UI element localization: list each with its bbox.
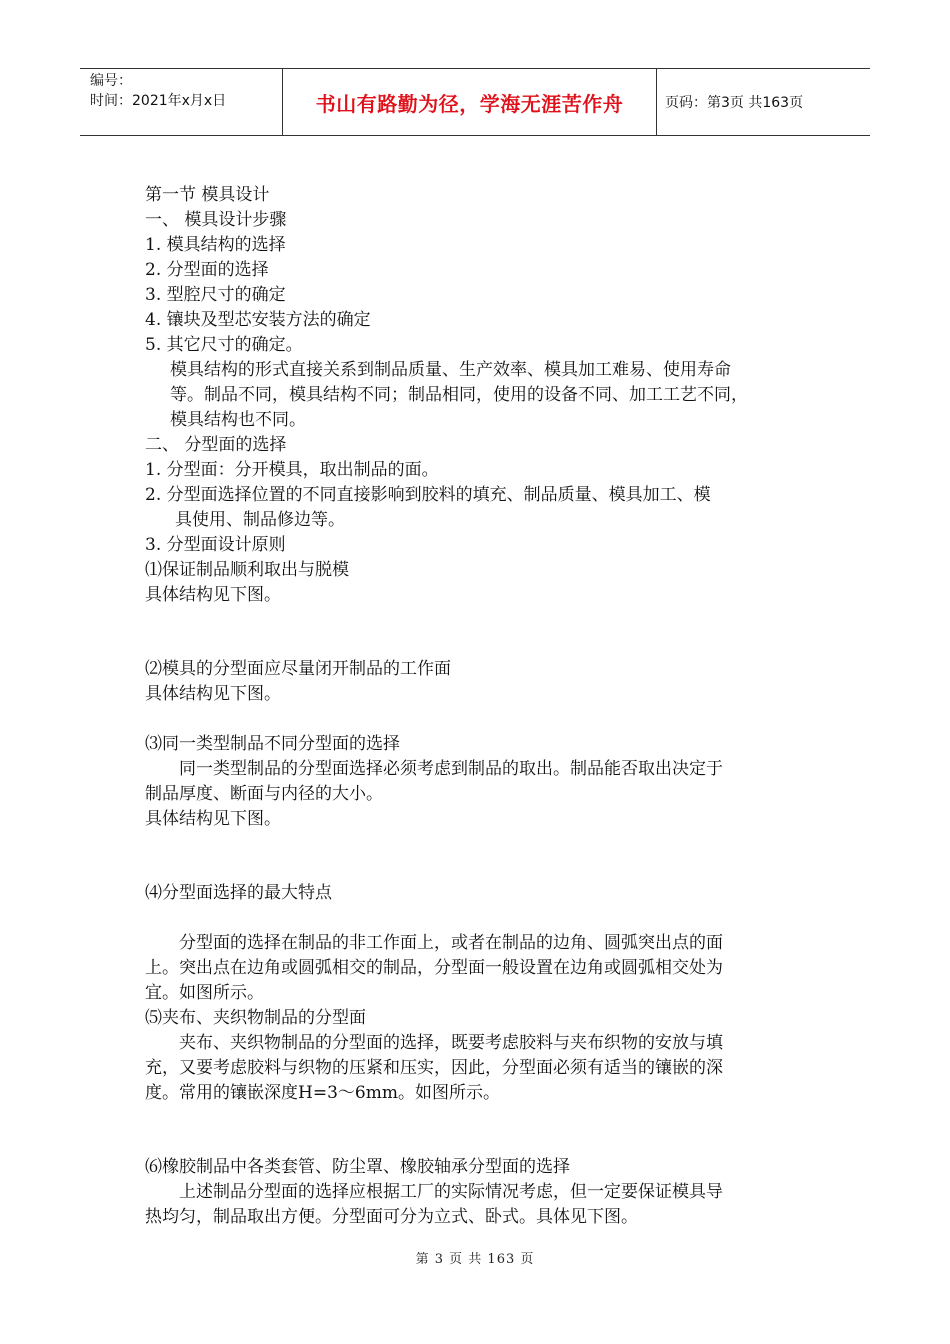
header-page-info: 页码：第3页 共163页: [665, 95, 804, 111]
paragraph-line: 度。常用的镶嵌深度H=3～6mm。如图所示。: [145, 1083, 500, 1103]
principle-item: ⑸夹布、夹织物制品的分型面: [145, 1008, 366, 1028]
code-label: 编号：: [90, 73, 132, 89]
heading-two: 二、 分型面的选择: [145, 435, 287, 455]
paragraph-line: 充，又要考虑胶料与织物的压紧和压实，因此，分型面必须有适当的镶嵌的深: [145, 1058, 723, 1078]
paragraph-line: 分型面的选择在制品的非工作面上，或者在制品的边角、圆弧突出点的面: [179, 933, 723, 953]
step-item: 3. 型腔尺寸的确定: [145, 285, 286, 305]
time-label: 时间：2021年x月x日: [90, 93, 227, 109]
step-item: 5. 其它尺寸的确定。: [145, 335, 303, 355]
page-header: [80, 68, 870, 136]
principle-item: ⑶同一类型制品不同分型面的选择: [145, 734, 400, 754]
paragraph-line: 夹布、夹织物制品的分型面的选择，既要考虑胶料与夹布织物的安放与填: [179, 1033, 723, 1053]
heading-one: 一、 模具设计步骤: [145, 210, 287, 230]
step-item: 2. 分型面的选择: [145, 260, 269, 280]
page-footer: 第 3 页 共 163 页: [415, 1252, 535, 1267]
paragraph-line: 热均匀，制品取出方便。分型面可分为立式、卧式。具体见下图。: [145, 1207, 638, 1227]
paragraph-line: 上。突出点在边角或圆弧相交的制品，分型面一般设置在边角或圆弧相交处为: [145, 958, 723, 978]
list-item: 1. 分型面：分开模具，取出制品的面。: [145, 460, 439, 480]
principle-item: ⑵模具的分型面应尽量闭开制品的工作面: [145, 659, 451, 679]
section-title: 第一节 模具设计: [145, 185, 270, 205]
list-item: 3. 分型面设计原则: [145, 535, 286, 555]
step-item: 1. 模具结构的选择: [145, 235, 286, 255]
principle-item: ⑷分型面选择的最大特点: [145, 883, 332, 903]
header-meta: [80, 69, 283, 135]
paragraph-line: 等。制品不同，模具结构不同；制品相同，使用的设备不同、加工工艺不同，: [170, 385, 748, 405]
list-item-cont: 具使用、制品修边等。: [175, 510, 345, 530]
principle-item: ⑹橡胶制品中各类套管、防尘罩、橡胶轴承分型面的选择: [145, 1157, 570, 1177]
step-item: 4. 镶块及型芯安装方法的确定: [145, 310, 371, 330]
header-motto: 书山有路勤为径，学海无涯苦作舟: [283, 69, 657, 135]
paragraph-line: 同一类型制品的分型面选择必须考虑到制品的取出。制品能否取出决定于: [179, 759, 723, 779]
list-item: 2. 分型面选择位置的不同直接影响到胶料的填充、制品质量、模具加工、模: [145, 485, 711, 505]
paragraph-line: 具体结构见下图。: [145, 684, 281, 704]
paragraph-line: 宜。如图所示。: [145, 983, 264, 1003]
paragraph-line: 制品厚度、断面与内径的大小。: [145, 784, 383, 804]
principle-item: ⑴保证制品顺利取出与脱模: [145, 560, 349, 580]
paragraph-line: 上述制品分型面的选择应根据工厂的实际情况考虑，但一定要保证模具导: [179, 1182, 723, 1202]
paragraph-line: 模具结构也不同。: [170, 410, 306, 430]
paragraph-line: 模具结构的形式直接关系到制品质量、生产效率、模具加工难易、使用寿命: [170, 360, 731, 380]
paragraph-line: 具体结构见下图。: [145, 585, 281, 605]
paragraph-line: 具体结构见下图。: [145, 809, 281, 829]
